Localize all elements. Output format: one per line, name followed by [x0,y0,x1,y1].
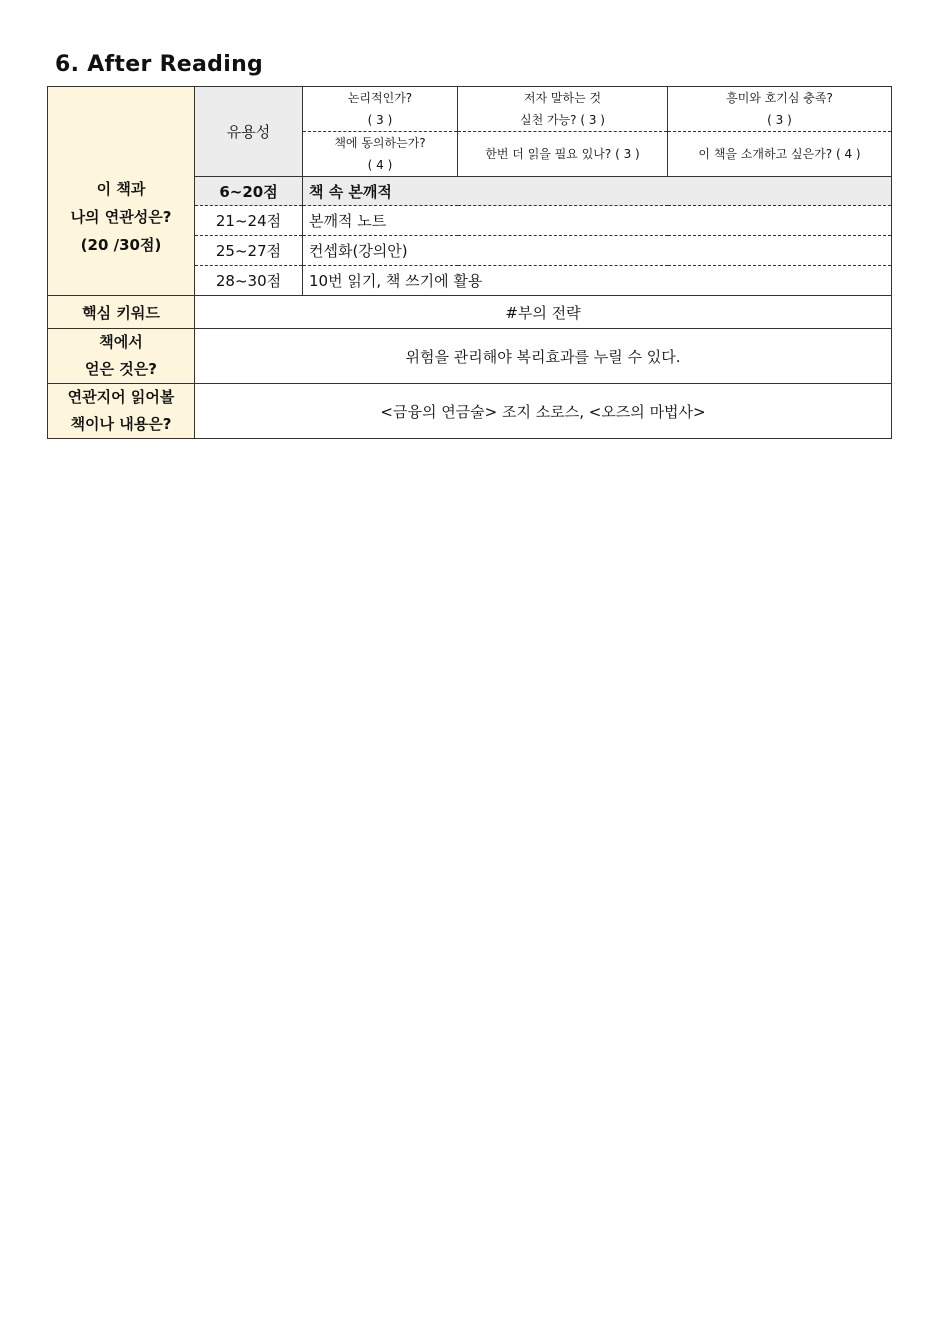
question-interest: 흥미와 호기심 충족? ( 3 ) [668,87,892,132]
question-logical: 논리적인가? ( 3 ) [303,87,458,132]
usefulness-label: 유용성 [195,87,303,177]
range-1: 6~20점 [195,177,303,206]
section-title: 6. After Reading [55,52,264,77]
related-value: <금융의 연금술> 조지 소로스, <오즈의 마법사> [195,384,892,439]
range-2-desc: 본깨적 노트 [303,206,892,236]
range-3: 25~27점 [195,236,303,266]
relevance-label: 이 책과 나의 연관성은? (20 /30점) [48,87,195,296]
range-3-desc: 컨셉화(강의안) [303,236,892,266]
related-label: 연관지어 읽어볼 책이나 내용은? [48,384,195,439]
reading-review-table [47,86,892,439]
keyword-label: 핵심 키워드 [48,296,195,329]
range-4: 28~30점 [195,266,303,296]
keyword-value: #부의 전략 [195,296,892,329]
question-practical: 저자 말하는 것 실천 가능? ( 3 ) [458,87,668,132]
range-1-desc: 책 속 본깨적 [303,177,892,206]
range-2: 21~24점 [195,206,303,236]
question-agree: 책에 동의하는가? ( 4 ) [303,132,458,177]
gained-value: 위험을 관리해야 복리효과를 누릴 수 있다. [195,329,892,384]
question-reread: 한번 더 읽을 필요 있나? ( 3 ) [458,132,668,177]
range-4-desc: 10번 읽기, 책 쓰기에 활용 [303,266,892,296]
question-recommend: 이 책을 소개하고 싶은가? ( 4 ) [668,132,892,177]
gained-label: 책에서 얻은 것은? [48,329,195,384]
